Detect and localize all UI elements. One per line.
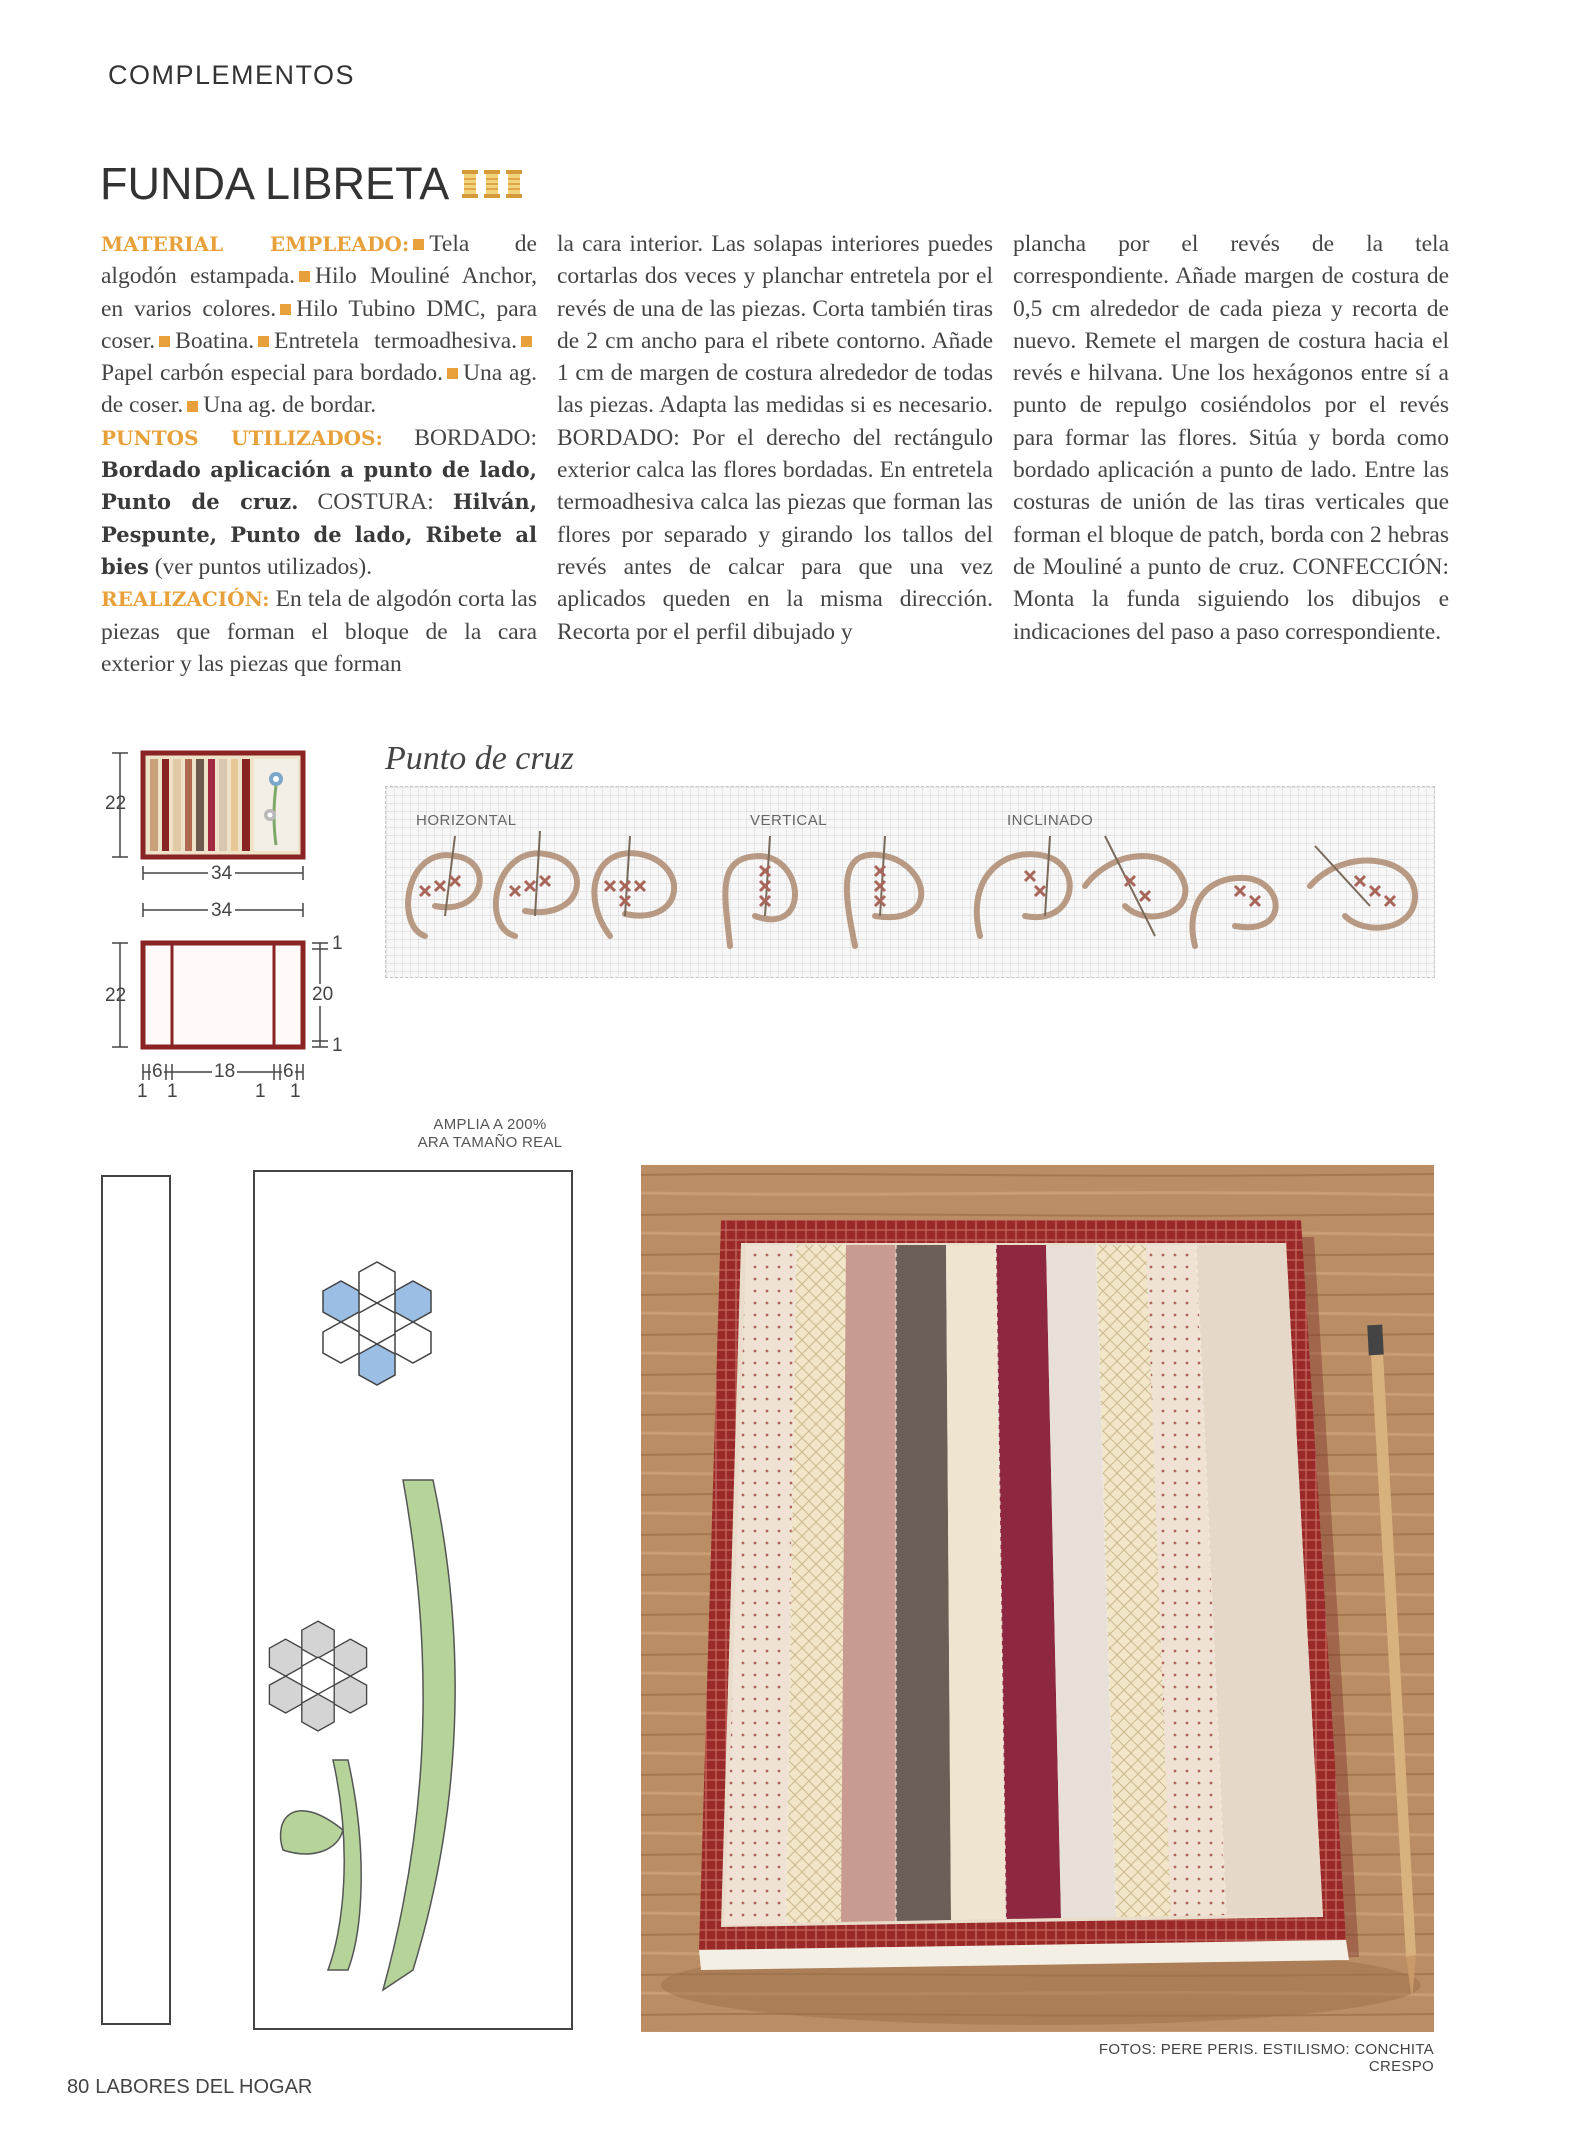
article-column-1 bbox=[101, 228, 537, 680]
page-number: 80 bbox=[67, 2076, 90, 2098]
material-item: Hilo Tubino DMC, para coser. bbox=[101, 295, 537, 354]
magazine-name: LABORES DEL HOGAR bbox=[95, 2076, 313, 2098]
stitches-heading: PUNTOS UTILIZADOS: bbox=[101, 425, 383, 450]
exterior-cover-diagram bbox=[100, 745, 320, 895]
strip-pattern bbox=[101, 1175, 171, 2025]
material-item: Una ag. de coser. bbox=[101, 360, 537, 419]
instructions-heading: REALIZACIÓN: bbox=[101, 587, 270, 612]
page-folio bbox=[67, 2076, 318, 2099]
hexagon-white bbox=[395, 1322, 431, 1363]
hexagon-gray bbox=[302, 1621, 334, 1658]
stitch-step-7 bbox=[1085, 856, 1185, 916]
spool-icon bbox=[505, 169, 523, 199]
stitch-category: BORDADO: bbox=[414, 424, 538, 451]
hexagon-blue bbox=[323, 1281, 359, 1322]
instructions-text: la cara interior. Las solapas interiores puedes cortarlas dos veces y planchar entretela por el revés de una de las piezas. Corta también tiras de 2 cm ancho para el ribete contorno. Añade 1 cm de margen de costura alrededor de todas las piezas. Adapta las medidas si es necesario. BORDADO: Por el derecho del rectángulo exterior calca las flores bordadas. En entretela termoadhesiva calca las piezas que forman las flores por separado y girando los tallos del revés antes de calcar para que una vez aplicados queden en la misma dirección. Recorta por el perfil dibujado y bbox=[557, 231, 993, 645]
patchwork-strips bbox=[725, 1243, 1323, 1925]
material-item: Boatina. bbox=[175, 327, 255, 354]
stitch-step-4 bbox=[725, 856, 795, 946]
interior-cover-diagram bbox=[100, 900, 360, 1100]
seam-label: 1 bbox=[255, 1081, 266, 1102]
difficulty-rating bbox=[461, 169, 523, 199]
hexagon-gray bbox=[269, 1639, 301, 1676]
enlarge-note-line: ARA TAMAÑO REAL bbox=[417, 1134, 563, 1151]
material-item: Una ag. de bordar. bbox=[203, 392, 377, 419]
title-text: FUNDA LIBRETA bbox=[100, 158, 450, 209]
stitch-step-9 bbox=[1310, 861, 1415, 928]
stitch-label-inclinado: INCLINADO bbox=[1007, 812, 1094, 829]
height-label: 22 bbox=[105, 985, 127, 1006]
stitch-step-6 bbox=[977, 854, 1070, 936]
patchwork-notebook-cover-photo bbox=[641, 1165, 1434, 2032]
hexagon-white bbox=[359, 1303, 395, 1344]
seam-label: 1 bbox=[137, 1081, 148, 1102]
article-column-2 bbox=[557, 228, 993, 648]
stitch-step-3 bbox=[594, 853, 674, 936]
center-width-label: 18 bbox=[214, 1061, 236, 1082]
stitch-step-8 bbox=[1192, 878, 1275, 946]
article-column-3 bbox=[1013, 228, 1449, 648]
enlarge-note bbox=[400, 1116, 580, 1152]
seam-label: 1 bbox=[290, 1081, 301, 1102]
hexagon-white bbox=[302, 1657, 334, 1694]
width-label: 34 bbox=[208, 900, 235, 922]
spool-icon bbox=[461, 169, 479, 199]
hexagon-gray bbox=[302, 1694, 334, 1731]
spool-icon bbox=[483, 169, 501, 199]
stitch-label-horizontal: HORIZONTAL bbox=[416, 812, 517, 829]
instructions-text: En tela de algodón corta las piezas que forman el bloque de la cara exterior y las piezas que forman bbox=[101, 586, 538, 677]
width-label: 34 bbox=[208, 863, 235, 885]
material-item: Entretela termoadhesiva. bbox=[274, 327, 517, 354]
materials-heading: MATERIAL EMPLEADO: bbox=[101, 232, 410, 256]
flower-pattern bbox=[253, 1170, 573, 2030]
stitch-step-1 bbox=[408, 855, 480, 936]
stitch-label-vertical: VERTICAL bbox=[750, 812, 828, 829]
material-item: Papel carbón especial para bordado. bbox=[101, 360, 444, 387]
section-label: COMPLEMENTOS bbox=[108, 60, 356, 90]
stitch-list: Hilván, Pespunte, Punto de lado, Ribete al bies bbox=[101, 489, 538, 579]
flap-left-label: 6 bbox=[152, 1061, 163, 1082]
hexagon-gray bbox=[334, 1639, 366, 1676]
stitch-list: Bordado aplicación a punto de lado, Punto de cruz. bbox=[101, 457, 537, 515]
instructions-text: plancha por el revés de la tela correspondiente. Añade margen de costura de 0,5 cm alrededor de cada pieza y recorta de nuevo. Remete el margen de costura hacia el revés e hilvana. Une los hexágonos entre sí a punto de repulgo cosiéndolos por el revés para formar las flores. Sitúa y borda como bordado aplicación a punto de lado. Entre las costuras de unión de las tiras verticales que forman el bloque de patch, borda con 2 hebras de Mouliné a punto de cruz. CONFECCIÓN: Monta la funda siguiendo los dibujos e indicaciones del paso a paso correspondiente. bbox=[1013, 231, 1449, 645]
seam-label: 1 bbox=[167, 1081, 178, 1102]
photo-credit: FOTOS: PERE PERIS. ESTILISMO: CONCHITA CRESPO bbox=[1098, 2041, 1434, 2075]
height-label: 22 bbox=[105, 793, 127, 814]
stitch-illustrations bbox=[385, 786, 1433, 976]
top-margin-label: 1 bbox=[332, 933, 343, 954]
stitch-category: COSTURA: bbox=[317, 489, 434, 516]
bottom-margin-label: 1 bbox=[332, 1035, 343, 1056]
material-item: Hilo Mouliné Anchor, en varios colores. bbox=[101, 263, 537, 322]
hexagon-white bbox=[359, 1262, 395, 1303]
flap-right-label: 6 bbox=[283, 1061, 294, 1082]
hexagon-gray bbox=[269, 1676, 301, 1713]
material-item: Tela de algodón estampada. bbox=[101, 231, 537, 290]
hexagon-blue bbox=[395, 1281, 431, 1322]
hexagon-gray bbox=[334, 1676, 366, 1713]
stitch-guide-title: Punto de cruz bbox=[385, 740, 574, 777]
stitch-note: (ver puntos utilizados). bbox=[154, 553, 373, 580]
hexagon-blue bbox=[359, 1344, 395, 1385]
page-title bbox=[100, 158, 523, 210]
enlarge-note-line: AMPLIA A 200% bbox=[433, 1116, 547, 1133]
inner-height-label: 20 bbox=[312, 984, 334, 1005]
hexagon-white bbox=[323, 1322, 359, 1363]
